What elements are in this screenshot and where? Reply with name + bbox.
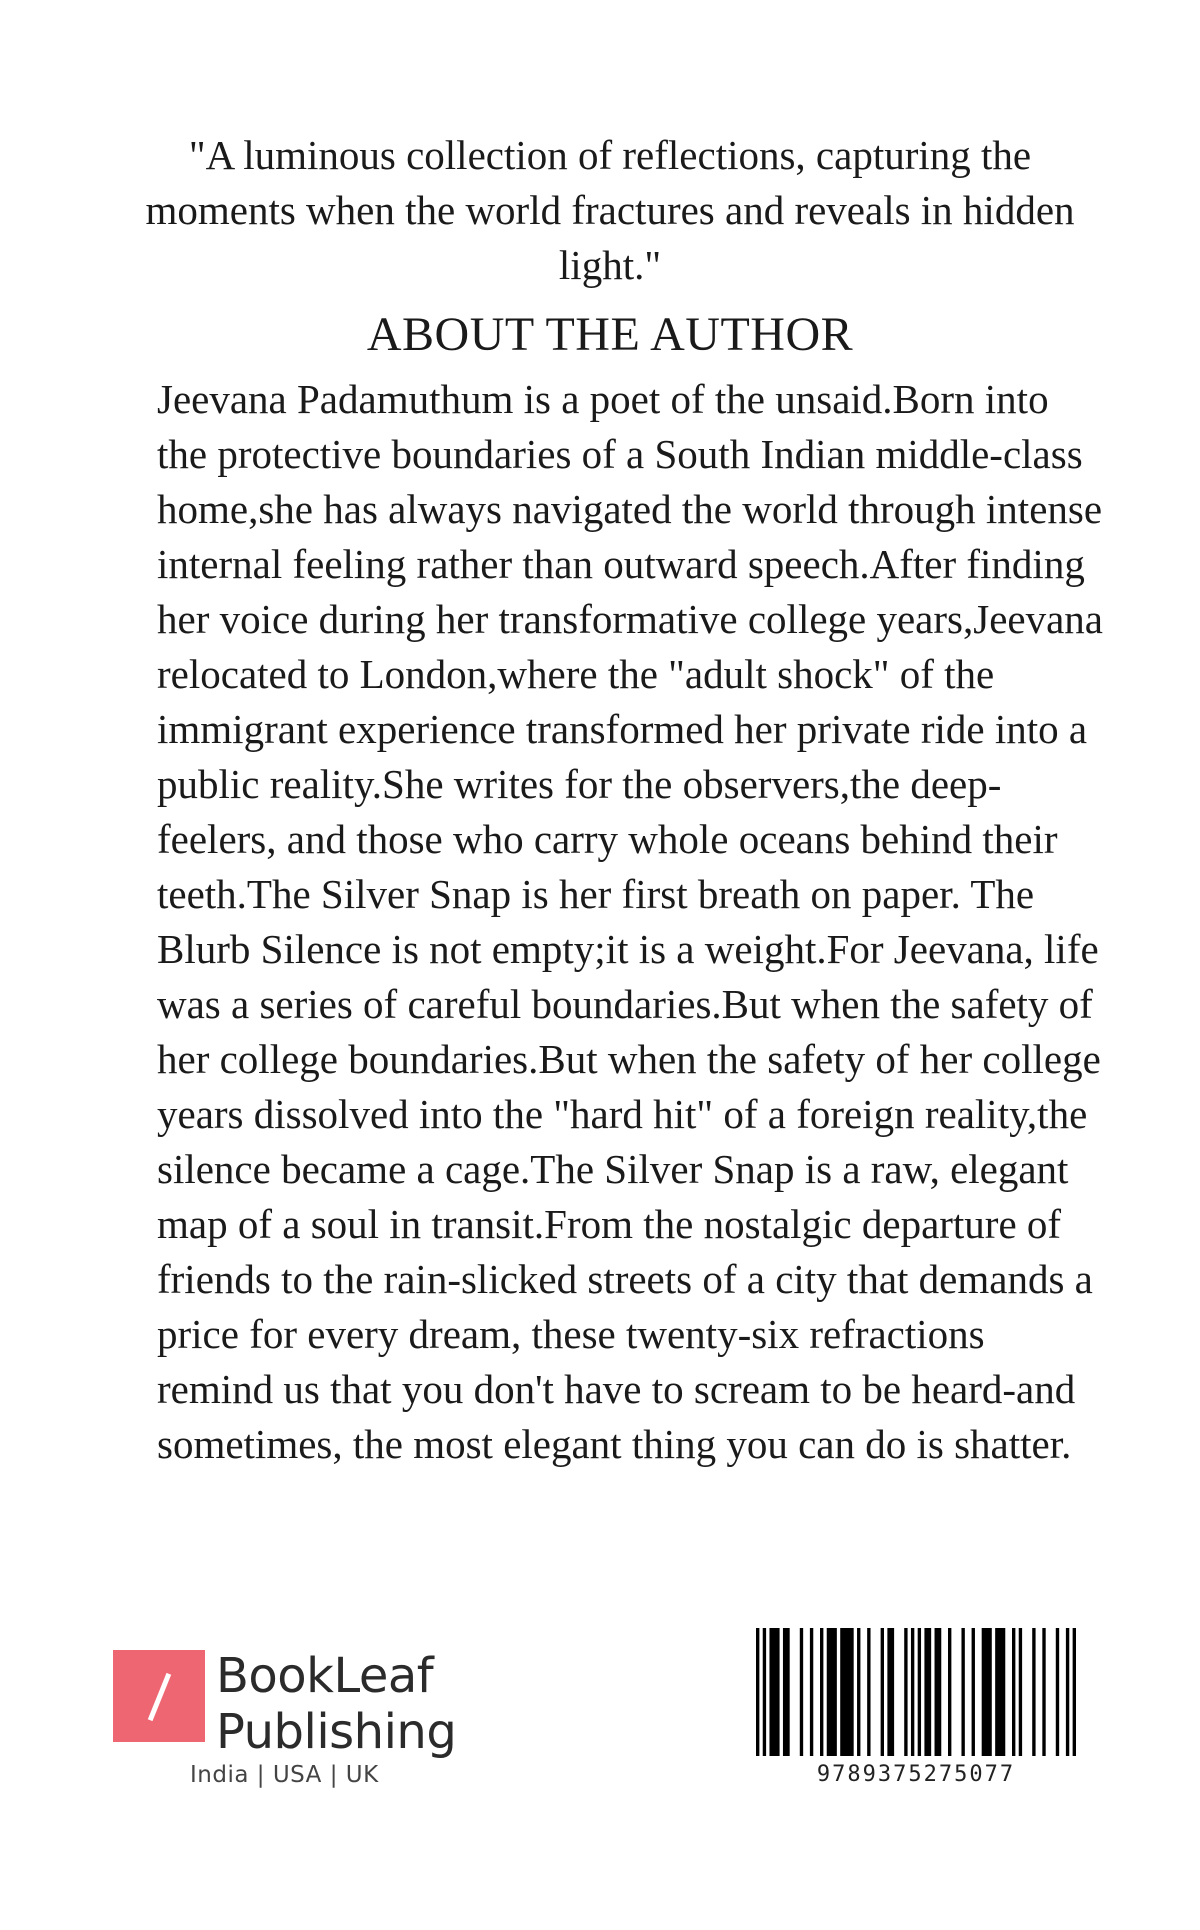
barcode-bar [1012,1628,1015,1756]
barcode-bar [867,1628,870,1756]
barcode-bar [924,1628,931,1756]
author-bio [157,372,1107,1472]
publisher-regions: India | USA | UK [190,1762,379,1788]
barcode-bar [982,1628,992,1756]
barcode-bar [948,1628,951,1756]
isbn-barcode [756,1628,1076,1756]
barcode-bar [820,1628,823,1756]
about-author-heading: ABOUT THE AUTHOR [366,308,854,361]
barcode-bar [881,1628,884,1756]
isbn-number: 9789375275077 [816,1762,1016,1787]
barcode-bar [756,1628,759,1756]
barcode-bar [1032,1628,1035,1756]
publisher-logo [113,1650,205,1742]
barcode-bar [935,1628,942,1756]
barcode-bar [1073,1628,1076,1756]
barcode-bar [840,1628,853,1756]
barcode-bar [800,1628,803,1756]
slash-icon [148,1673,171,1721]
barcode-bar [763,1628,766,1756]
back-cover-quote: "A luminous collection of reflections, capturing the moments when the world fractures and reveals in hidden light." [145,132,1075,288]
barcode-bar [783,1628,790,1756]
barcode-bar [904,1628,907,1756]
barcode-bar [1019,1628,1022,1756]
barcode-bar [1066,1628,1069,1756]
barcode-bar [1056,1628,1059,1756]
publisher-name [216,1648,456,1760]
barcode-bar [918,1628,921,1756]
barcode-bar [810,1628,813,1756]
barcode-bar [769,1628,779,1756]
barcode-bar [1042,1628,1045,1756]
barcode-bar [972,1628,975,1756]
publisher-name-line2: Publishing [216,1704,457,1760]
barcode-bar [995,1628,1005,1756]
barcode-bar [857,1628,860,1756]
publisher-name-line1: BookLeaf [216,1648,434,1704]
barcode-bar [887,1628,894,1756]
barcode-bar [827,1628,837,1756]
barcode-bar [961,1628,964,1756]
barcode-bar [911,1628,914,1756]
author-bio-text: Jeevana Padamuthum is a poet of the unsaid.Born into the protective boundaries of a South Indian middle-class home,she has always navigated the world through intense internal feeling rather than outward speech.After finding her voice during her transformative college years,Jeevana relocated to London,where the "adult shock" of the immigrant experience transformed her private ride into a public reality.She writes for the observers,the deep-feelers, and those who carry whole oceans behind their teeth.The Silver Snap is her first breath on paper. The Blurb Silence is not empty;it is a weight.For Jeevana, life was a series of careful boundaries.But when the safety of her college boundaries.But when the safety of her college years dissolved into the "hard hit" of a foreign reality,the silence became a cage.The Silver Snap is a raw, elegant map of a soul in transit.From the nostalgic departure of friends to the rain-slicked streets of a city that demands a price for every dream, these twenty-six refractions remind us that you don't have to scream to be heard-and sometimes, the most elegant thing you can do is shatter. [157,376,1103,1467]
